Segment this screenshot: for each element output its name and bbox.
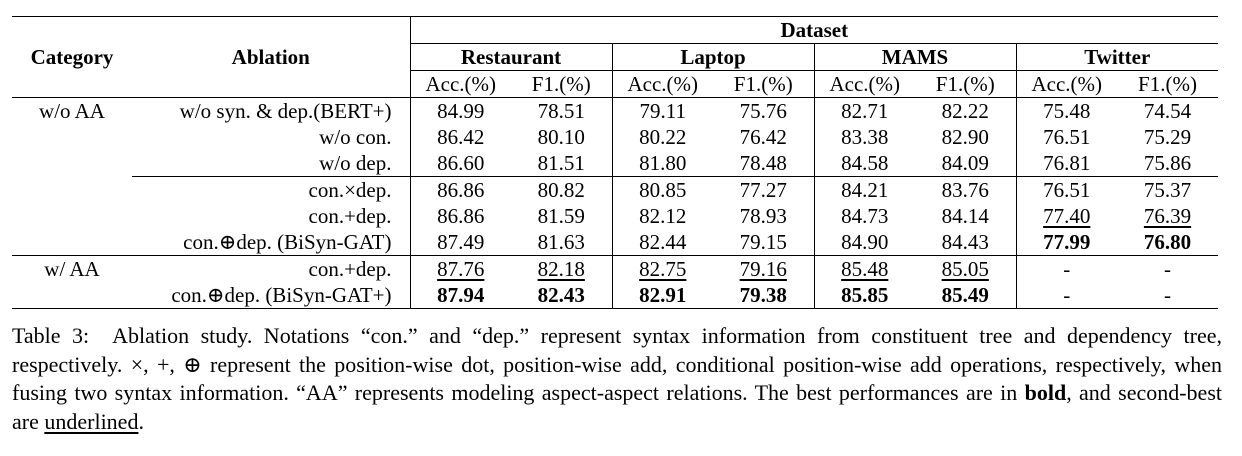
score-cell [1117,229,1218,256]
value-cell: 75.76 [739,99,787,123]
value-cell: 84.58 [841,151,889,175]
value-cell: 81.63 [537,230,585,254]
dataset-name: MAMS [814,44,1016,71]
score-cell [713,177,814,204]
table-row [12,124,1218,150]
metric-header: Acc.(%) [410,71,511,98]
value-cell: 75.29 [1143,125,1192,149]
value-cell: 80.85 [639,178,687,202]
score-cell [814,256,915,283]
score-cell [915,282,1016,309]
value-cell: 83.76 [941,178,989,202]
dataset-header: Dataset [410,17,1218,44]
value-cell: 75.86 [1143,151,1192,175]
score-cell [410,124,511,150]
score-cell [814,124,915,150]
ablation-table [12,16,1218,309]
ablation-cell: w/o syn. & dep.(BERT+) [179,99,392,123]
caption-text-3: . [138,408,144,434]
value-cell: 82.91 [639,283,687,307]
value-cell: 86.42 [437,125,485,149]
score-cell [1117,177,1218,204]
value-cell: 78.51 [537,99,585,123]
table-row [12,98,1218,125]
value-cell: 82.71 [841,99,889,123]
value-cell: 87.49 [437,230,485,254]
ablation-cell: con.⊕dep. (BiSyn-GAT+) [171,283,392,307]
metric-header: Acc.(%) [612,71,713,98]
score-cell [410,203,511,229]
score-cell [612,150,713,177]
score-cell [1117,282,1218,309]
value-cell: 84.99 [437,99,485,123]
score-cell [612,229,713,256]
value-cell: 82.12 [639,204,687,228]
ablation-cell: con.+dep. [308,204,392,228]
score-cell [410,98,511,125]
value-cell: - [1164,257,1172,281]
value-cell: 85.49 [941,283,989,307]
value-cell: 78.48 [739,151,787,175]
metric-header: F1.(%) [531,72,591,96]
value-cell: 82.22 [941,99,989,123]
value-cell: 77.27 [739,178,787,202]
category-cell: w/ AA [12,256,132,309]
value-cell: 82.18 [537,257,585,281]
value-cell: 80.82 [537,178,585,202]
dataset-name: Laptop [612,44,814,71]
value-cell: 84.09 [941,151,989,175]
score-cell [915,150,1016,177]
score-cell [612,256,713,283]
value-cell: 76.39 [1143,204,1192,228]
value-cell: 75.48 [1043,99,1091,123]
score-cell [915,124,1016,150]
score-cell [1016,124,1117,150]
score-cell [814,177,915,204]
score-cell [915,98,1016,125]
score-cell [511,150,612,177]
caption-text-2: , and second-best are [12,380,1222,434]
value-cell: 81.59 [537,204,585,228]
score-cell [410,177,511,204]
score-cell [410,282,511,309]
score-cell [511,282,612,309]
value-cell: 76.51 [1043,125,1091,149]
metric-header: F1.(%) [1138,72,1197,96]
value-cell: 84.90 [841,230,889,254]
score-cell [410,229,511,256]
value-cell: 78.93 [739,204,787,228]
value-cell: - [1164,283,1172,307]
value-cell: - [1063,283,1071,307]
score-cell [713,203,814,229]
score-cell [1016,203,1117,229]
score-cell [713,98,814,125]
score-cell [511,229,612,256]
score-cell [1016,256,1117,283]
score-cell [1016,229,1117,256]
value-cell: 76.81 [1043,151,1091,175]
category-header: Category [12,17,132,98]
value-cell: 79.11 [639,99,686,123]
value-cell: 80.22 [639,125,687,149]
score-cell [713,256,814,283]
value-cell: 82.90 [941,125,989,149]
score-cell [814,98,915,125]
caption-bold-word: bold [1024,380,1067,405]
score-cell [1117,203,1218,229]
score-cell [511,124,612,150]
value-cell: 83.38 [841,125,889,149]
table-row [12,256,1218,283]
value-cell: 79.38 [739,283,787,307]
score-cell [713,282,814,309]
table-row [12,203,1218,229]
score-cell [612,177,713,204]
value-cell: 77.40 [1043,204,1091,228]
score-cell [1016,282,1117,309]
value-cell: 87.76 [437,257,485,281]
score-cell [814,203,915,229]
table-row [12,150,1218,177]
value-cell: 80.10 [537,125,585,149]
score-cell [1016,98,1117,125]
score-cell [814,229,915,256]
value-cell: 75.37 [1143,178,1192,202]
value-cell: 87.94 [437,283,485,307]
value-cell: 79.15 [739,230,787,254]
score-cell [1016,150,1117,177]
score-cell [612,203,713,229]
value-cell: 76.80 [1143,230,1192,254]
value-cell: 81.51 [537,151,585,175]
score-cell [612,282,713,309]
score-cell [915,229,1016,256]
score-cell [713,229,814,256]
caption-text: Ablation study. Notations “con.” and “dep.” represent syntax information from constituent tree and dependency tree, respectively. ×, +, ⊕ represent the position-wise dot, position-wise add, conditional position-wise add operations, respectively, when fusing two syntax information. “AA” represents modeling aspect-aspect relations. The best performances are in [12,323,1222,405]
category-cell: w/o AA [39,99,105,123]
value-cell: 82.44 [639,230,687,254]
score-cell [1117,150,1218,177]
caption-underlined-word: underlined [44,408,139,434]
value-cell: 76.51 [1043,178,1091,202]
value-cell: 77.99 [1043,230,1091,254]
score-cell [410,150,511,177]
caption-label: Table 3: [12,323,90,348]
table-row [12,177,1218,204]
value-cell: 85.48 [841,257,889,281]
score-cell [511,203,612,229]
score-cell [1117,256,1218,283]
score-cell [511,98,612,125]
value-cell: 86.60 [437,151,485,175]
score-cell [511,177,612,204]
value-cell: 76.42 [739,125,787,149]
value-cell: 85.85 [841,283,889,307]
dataset-name: Twitter [1016,44,1218,71]
value-cell: 82.75 [639,257,687,281]
score-cell [1016,177,1117,204]
value-cell: 84.21 [841,178,889,202]
value-cell: 84.73 [841,204,889,228]
score-cell [915,256,1016,283]
dataset-name: Restaurant [410,44,612,71]
score-cell [713,150,814,177]
ablation-cell: con.⊕dep. (BiSyn-GAT) [183,230,392,254]
ablation-header: Ablation [132,17,410,98]
metric-header: F1.(%) [935,72,995,96]
score-cell [915,203,1016,229]
value-cell: 86.86 [437,204,485,228]
score-cell [713,124,814,150]
table-row [12,282,1218,309]
score-cell [612,124,713,150]
value-cell: 84.14 [941,204,989,228]
score-cell [612,98,713,125]
table-caption [12,322,1222,436]
value-cell: 86.86 [437,178,485,202]
ablation-cell: con.×dep. [132,177,410,204]
score-cell [511,256,612,283]
value-cell: 79.16 [739,257,787,281]
score-cell [410,256,511,283]
value-cell: 85.05 [941,257,989,281]
score-cell [814,282,915,309]
ablation-cell: con.+dep. [132,256,410,283]
metric-header: Acc.(%) [1016,71,1117,98]
score-cell [1117,98,1218,125]
ablation-cell: w/o dep. [319,151,392,175]
value-cell: 82.43 [537,283,585,307]
value-cell: 81.80 [639,151,687,175]
ablation-cell: w/o con. [319,125,392,149]
metric-header: Acc.(%) [814,71,915,98]
score-cell [1117,124,1218,150]
value-cell: - [1063,257,1071,281]
score-cell [915,177,1016,204]
score-cell [814,150,915,177]
metric-header: F1.(%) [733,72,793,96]
table-row [12,229,1218,256]
value-cell: 74.54 [1143,99,1192,123]
value-cell: 84.43 [941,230,989,254]
